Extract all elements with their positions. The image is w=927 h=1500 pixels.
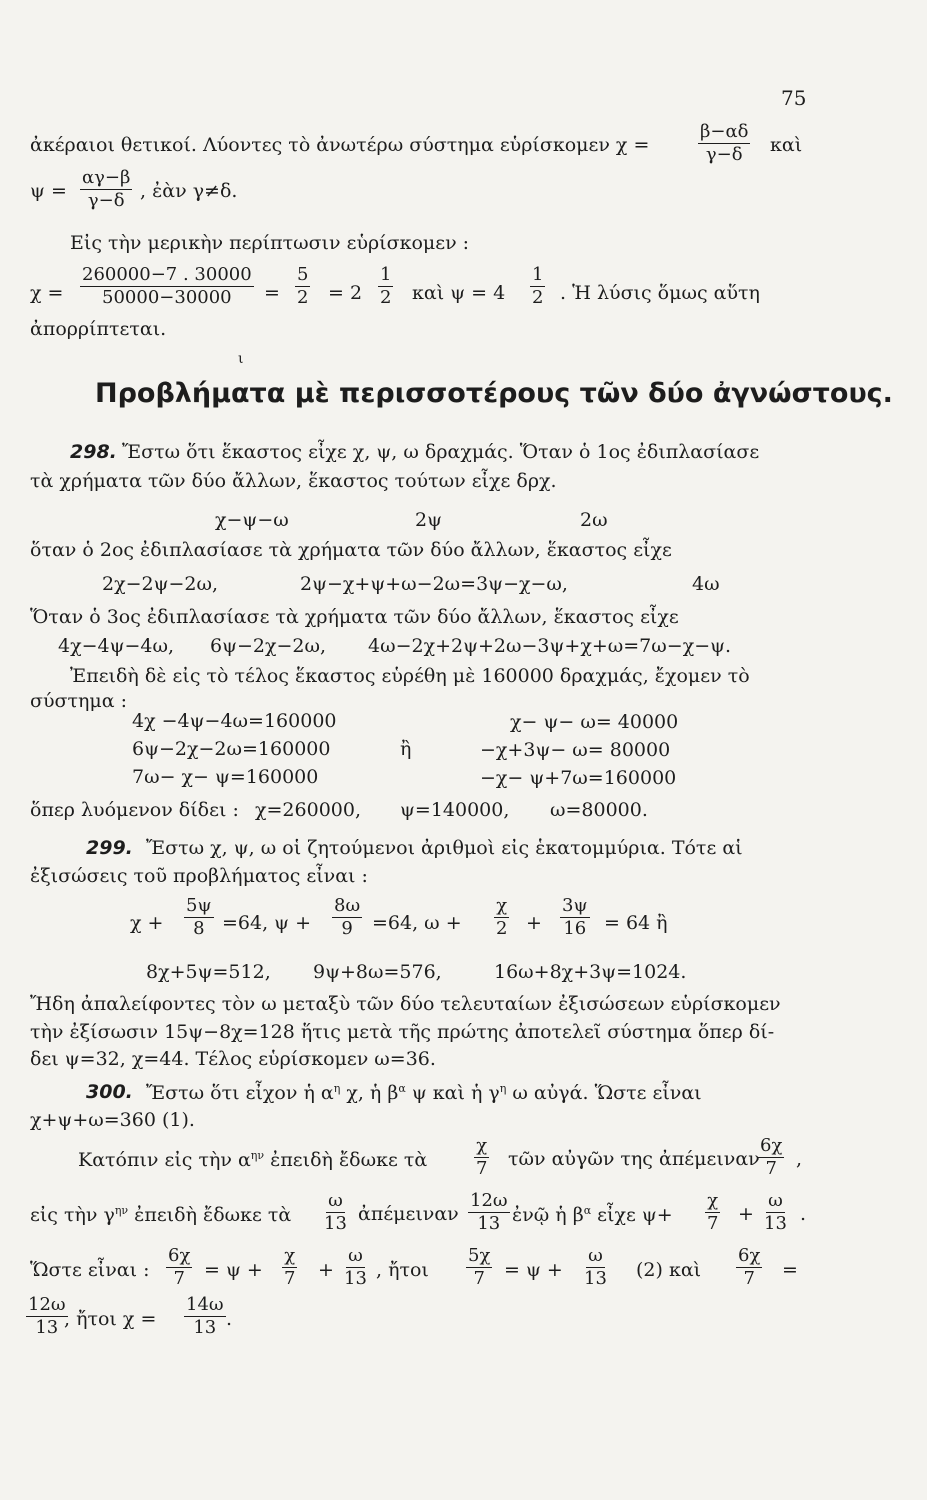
intro-kai: καὶ: [770, 134, 803, 156]
p298-r1-c: 2ω: [580, 509, 608, 531]
plus-sign: +: [738, 1203, 754, 1225]
condition: , ἐὰν γ≠δ.: [140, 180, 238, 202]
p300-line-1-a: [146, 1083, 702, 1103]
problem-300-number: 300.: [86, 1081, 133, 1103]
fraction-numerator: 1: [380, 264, 392, 285]
fraction-numerator: 14ω: [186, 1294, 224, 1315]
fraction-denominator: 7: [473, 1267, 485, 1289]
p298-r3-b: 6ψ−2χ−2ω,: [210, 635, 327, 657]
fraction-chi: [698, 122, 750, 165]
fraction-denominator: 2: [380, 286, 392, 308]
fraction-denominator: 13: [344, 1267, 367, 1289]
fraction-denominator: 2: [297, 286, 309, 308]
fraction-denominator: γ−δ: [705, 143, 743, 165]
result-lead: ὅπερ λυόμενον δίδει :: [30, 799, 239, 821]
intro-rest: . Ἡ λύσις ὅμως αὕτη: [560, 282, 760, 304]
p300-line-5-c: , ἤτοι: [376, 1259, 429, 1281]
fraction-denominator: 13: [764, 1212, 787, 1234]
p300-line-3-a: [78, 1150, 427, 1170]
fraction-denominator: 13: [193, 1316, 217, 1338]
p298-r2-a: 2χ−2ψ−2ω,: [102, 573, 219, 595]
comma: ,: [796, 1148, 803, 1170]
fraction-numerator: ω: [768, 1190, 783, 1211]
fraction-denominator: 2: [532, 286, 544, 308]
p298-line-1: Ἔστω ὅτι ἕκαστος εἶχε χ, ψ, ω δραχμάς. Ὅταν ὁ 1ος ἐδιπλασίασε: [122, 441, 760, 463]
text-fragment: ψ καὶ ἡ γ: [411, 1082, 500, 1104]
fraction-numerator: χ: [496, 895, 508, 916]
p298-r3-a: 4χ−4ψ−4ω,: [58, 635, 175, 657]
page-number: 75: [781, 86, 807, 110]
p300-line-4-d: [512, 1205, 673, 1225]
fraction-numerator: 5χ: [468, 1245, 491, 1266]
fraction-denominator: 50000−30000: [102, 286, 232, 308]
fraction-denominator: 2: [496, 917, 508, 939]
p300-line-3-c: τῶν αὐγῶν της ἀπέμειναν: [508, 1148, 760, 1170]
fraction-numerator: 8ω: [334, 895, 361, 916]
text-fragment: Ἔστω ὅτι εἶχον ἡ α: [146, 1082, 334, 1104]
system-right-3: −χ− ψ+7ω=160000: [480, 767, 677, 789]
system-left-3: 7ω− χ− ψ=160000: [132, 766, 319, 788]
intro-line-3: Εἰς τὴν μερικὴν περίπτωσιν εὑρίσκομεν :: [70, 232, 470, 254]
fraction-numerator: 6χ: [760, 1135, 783, 1156]
system-right-1: χ− ψ− ω= 40000: [510, 711, 679, 733]
psi-eq: ψ =: [30, 180, 67, 202]
text-fragment: ἐνῷ ἡ β: [512, 1204, 584, 1226]
p298-r2-b: 2ψ−χ+ψ+ω−2ω=3ψ−χ−ω,: [300, 573, 568, 595]
p299-line-2: ἐξισώσεις τοῦ προβλήματος εἶναι :: [30, 865, 368, 887]
fraction-numerator: 1: [532, 264, 544, 285]
fraction-numerator: 6χ: [738, 1245, 761, 1266]
p299-line-5: δει ψ=32, χ=44. Τέλος εὑρίσκομεν ω=36.: [30, 1048, 436, 1070]
p298-line-3: ὅταν ὁ 2ος ἐδιπλασίασε τὰ χρήματα τῶν δύο ἄλλων, ἕκαστος εἶχε: [30, 539, 672, 561]
fraction-denominator: γ−δ: [87, 189, 125, 211]
text-fragment: χ, ἡ β: [346, 1082, 399, 1104]
linear-eq-2: 9ψ+8ω=576,: [313, 961, 442, 983]
fraction-denominator: 7: [173, 1267, 185, 1289]
fraction-g4: [466, 1246, 492, 1289]
fraction-g3: [342, 1246, 369, 1289]
linear-eq-3: 16ω+8χ+3ψ=1024.: [494, 961, 687, 983]
p299-line-1: Ἔστω χ, ψ, ω οἱ ζητούμενοι ἀριθμοὶ εἰς ἑκατομμύρια. Τότε αἱ: [146, 837, 743, 859]
fraction-denominator: 7: [765, 1157, 777, 1179]
fraction-5-2: [295, 265, 310, 308]
fraction-numerator: 5ψ: [186, 895, 212, 916]
fraction-numerator: β−αδ: [700, 121, 749, 142]
p298-r1-a: χ−ψ−ω: [215, 509, 289, 531]
intro-line-1: ἀκέραιοι θετικοί. Λύοντες τὸ ἀνωτέρω σύστημα εὑρίσκομεν χ =: [30, 134, 650, 156]
fraction-g2: [282, 1246, 297, 1289]
fraction-numerator: 12ω: [28, 1294, 66, 1315]
p300-line-5-f: =: [782, 1259, 798, 1281]
result-omega: ω=80000.: [550, 799, 648, 821]
equals-1: =: [264, 282, 280, 304]
superscript: α: [583, 1204, 592, 1217]
fraction-chi-7: [474, 1136, 489, 1179]
fraction-5psi-8: [184, 896, 214, 939]
fraction-psi: [80, 168, 132, 211]
fraction-numerator: χ: [707, 1190, 719, 1211]
fraction-chi-7-b: [705, 1191, 720, 1234]
eq-part-5: = 64 ἢ: [604, 912, 668, 934]
p298-r1-b: 2ψ: [415, 509, 442, 531]
text-fragment: ἐπειδὴ ἔδωκε τὰ: [134, 1204, 292, 1226]
result-psi: ψ=140000,: [400, 799, 510, 821]
fraction-numerator: χ: [476, 1135, 488, 1156]
fraction-chi-2: [494, 896, 509, 939]
system-left-2: 6ψ−2χ−2ω=160000: [132, 738, 331, 760]
text-fragment: ω αὐγά. Ὥστε εἶναι: [512, 1082, 702, 1104]
result-chi: χ=260000,: [255, 799, 362, 821]
fraction-numerator: 12ω: [470, 1190, 508, 1211]
text-fragment: ἐπειδὴ ἔδωκε τὰ: [270, 1149, 428, 1171]
p300-line-4-a: [30, 1205, 291, 1225]
p298-line-2: τὰ χρήματα τῶν δύο ἄλλων, ἕκαστος τούτων εἶχε δρχ.: [30, 470, 557, 492]
eq-part-2: =64, ψ +: [222, 912, 312, 934]
p299-line-3: Ἤδη ἀπαλείφοντες τὸν ω μεταξὺ τῶν δύο τελευταίων ἐξισώσεων εὑρίσκομεν: [30, 993, 781, 1015]
p299-line-4: τὴν ἐξίσωσιν 15ψ−8χ=128 ἥτις μετὰ τῆς πρώτης ἀποτελεῖ σύστημα ὅπερ δί-: [30, 1021, 775, 1043]
fraction-numerator: 5: [297, 264, 309, 285]
fraction-h1: [26, 1295, 68, 1338]
text-fragment: Κατόπιν εἰς τὴν α: [78, 1149, 251, 1171]
problem-299-number: 299.: [86, 837, 133, 859]
x-eq: χ =: [30, 282, 64, 304]
fraction-6chi-7: [758, 1136, 784, 1179]
fraction-numerator: ω: [328, 1190, 343, 1211]
p300-line-5-b: = ψ +: [204, 1259, 263, 1281]
fraction-h2: [184, 1295, 226, 1338]
fraction-denominator: 8: [193, 917, 205, 939]
fraction-numerator: 3ψ: [562, 895, 588, 916]
text-fragment: εἰς τὴν γ: [30, 1204, 115, 1226]
equals-2: = 2: [328, 282, 363, 304]
text-fragment: εἶχε ψ+: [597, 1204, 673, 1226]
problem-298-number: 298.: [70, 441, 117, 463]
p300-line-5-e: (2) καὶ: [636, 1259, 702, 1281]
eq-part-4: +: [526, 912, 542, 934]
fraction-3psi-16: [560, 896, 590, 939]
p298-line-6: σύστημα :: [30, 690, 128, 712]
fraction-numerator: ω: [588, 1245, 603, 1266]
fraction-numerator: ω: [348, 1245, 363, 1266]
fraction-g5: [582, 1246, 609, 1289]
p298-line-5: Ἐπειδὴ δὲ εἰς τὸ τέλος ἕκαστος εὑρέθη μὲ 160000 δραχμάς, ἔχομεν τὸ: [70, 665, 750, 687]
fraction-numerator: χ: [284, 1245, 296, 1266]
fraction-denominator: 13: [584, 1267, 607, 1289]
fraction-denominator: 7: [707, 1212, 719, 1234]
eq-part-3: =64, ω +: [372, 912, 462, 934]
fraction-numerator: 6χ: [168, 1245, 191, 1266]
p300-line-5-a: Ὥστε εἶναι :: [30, 1259, 150, 1281]
system-left-1: 4χ −4ψ−4ω=160000: [132, 710, 337, 732]
superscript: ην: [114, 1204, 129, 1217]
fraction-12omega-13: [468, 1191, 510, 1234]
fraction-numerator: 260000−7 . 30000: [82, 264, 252, 285]
stray-mark: ι: [238, 351, 244, 367]
p300-line-2: χ+ψ+ω=360 (1).: [30, 1109, 195, 1131]
p300-line-4-c: ἀπέμειναν: [358, 1203, 459, 1225]
p300-line-5-d: = ψ +: [504, 1259, 563, 1281]
p300-line-6-a: , ἤτοι χ =: [64, 1308, 157, 1330]
plus-sign-2: +: [318, 1259, 334, 1281]
fraction-numerator: αγ−β: [82, 167, 131, 188]
or-word: ἢ: [400, 738, 412, 760]
fraction-denominator: 7: [476, 1157, 488, 1179]
fraction-8omega-9: [332, 896, 362, 939]
fraction-denominator: 13: [477, 1212, 501, 1234]
fraction-omega-13-b: [762, 1191, 789, 1234]
fraction-denominator: 13: [35, 1316, 59, 1338]
intro-line-5: ἀπορρίπτεται.: [30, 318, 167, 340]
superscript: η: [499, 1082, 507, 1095]
superscript: η: [333, 1082, 341, 1095]
fraction-half-1: [378, 265, 393, 308]
fraction-denominator: 7: [743, 1267, 755, 1289]
fraction-g6: [736, 1246, 762, 1289]
p298-r2-c: 4ω: [692, 573, 720, 595]
superscript: ην: [250, 1149, 265, 1162]
p298-line-4: Ὅταν ὁ 3ος ἐδιπλασίασε τὰ χρήματα τῶν δύο ἄλλων, ἕκαστος εἶχε: [30, 606, 679, 628]
fraction-big: [80, 265, 254, 308]
linear-eq-1: 8χ+5ψ=512,: [146, 961, 271, 983]
eq-part-1: χ +: [130, 912, 164, 934]
p298-r3-c: 4ω−2χ+2ψ+2ω−3ψ+χ+ω=7ω−χ−ψ.: [368, 635, 732, 657]
fraction-g1: [166, 1246, 192, 1289]
p300-line-6-b: .: [226, 1308, 233, 1330]
fraction-denominator: 16: [563, 917, 587, 939]
period: .: [800, 1203, 807, 1225]
fraction-half-2: [530, 265, 545, 308]
fraction-denominator: 9: [341, 917, 353, 939]
section-heading: Προβλήματα μὲ περισσοτέρους τῶν δύο ἀγνώστους.: [95, 378, 893, 409]
superscript: α: [398, 1082, 406, 1095]
fraction-denominator: 13: [324, 1212, 347, 1234]
fraction-omega-13-a: [322, 1191, 349, 1234]
system-right-2: −χ+3ψ− ω= 80000: [480, 739, 671, 761]
kai-psi: καὶ ψ = 4: [412, 282, 506, 304]
fraction-denominator: 7: [284, 1267, 296, 1289]
